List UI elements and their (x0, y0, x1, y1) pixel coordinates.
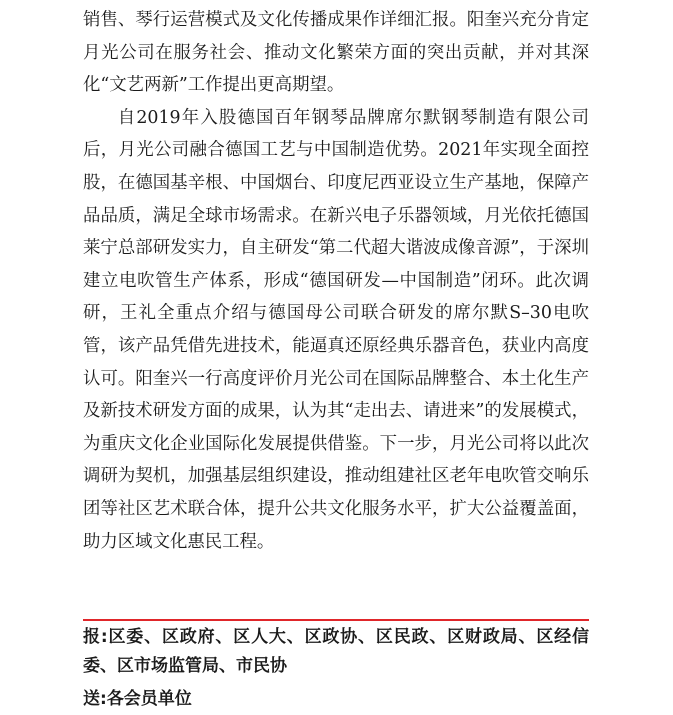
body-text (83, 4, 589, 558)
paragraph-moonlight-company: 自2019年入股德国百年钢琴品牌席尔默钢琴制造有限公司后，月光公司融合德国工艺与中国制造优势。2021年实现全面控股，在德国基辛根、中国烟台、印度尼西亚设立生产基地，保障产品品质，满足全球市场需求。在新兴电子乐器领域，月光依托德国莱宁总部研发实力，自主研发“第二代超大谐波成像音源”，于深圳建立电吹管生产体系，形成“德国研发—中国制造”闭环。此次调研，王礼全重点介绍与德国母公司联合研发的席尔默S–30电吹管，该产品凭借先进技术，能逼真还原经典乐器音色，获业内高度认可。阳奎兴一行高度评价月光公司在国际品牌整合、本土化生产及新技术研发方面的成果，认为其“走出去、请进来”的发展模式，为重庆文化企业国际化发展提供借鉴。下一步，月光公司将以此次调研为契机，加强基层组织建设，推动组建社区老年电吹管交响乐团等社区艺术联合体，提升公共文化服务水平，扩大公益覆盖面，助力区域文化惠民工程。 (83, 107, 589, 552)
red-divider-line (83, 619, 589, 621)
report-to-line: 报:区委、区政府、区人大、区政协、区民政、区财政局、区经信委、区市场监管局、市民协 (83, 627, 589, 676)
paragraph-continuation: 销售、琴行运营模式及文化传播成果作详细汇报。阳奎兴充分肯定月光公司在服务社会、推动文化繁荣方面的突出贡献，并对其深化“文艺两新”工作提出更高期望。 (83, 10, 589, 96)
distribution-block (83, 623, 589, 714)
send-to-line: 送:各会员单位 (83, 689, 192, 709)
